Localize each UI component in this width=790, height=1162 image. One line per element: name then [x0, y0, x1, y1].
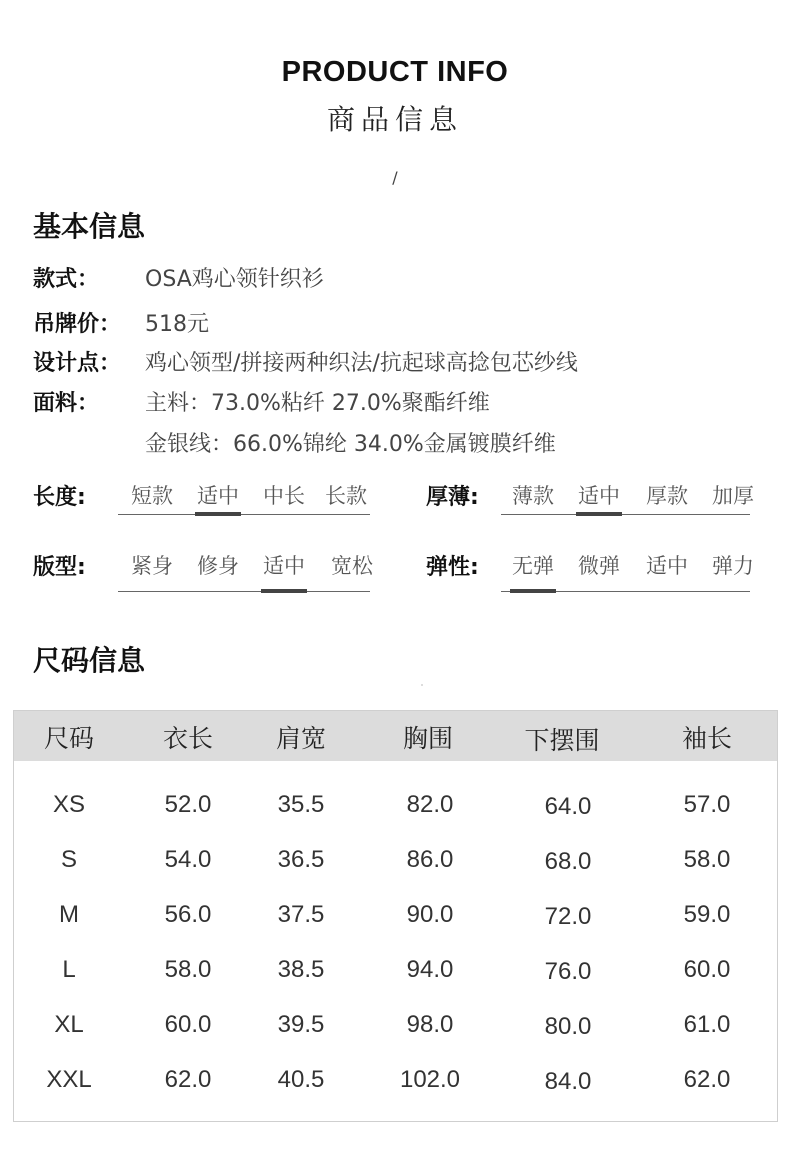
table-cell: 61.0 — [683, 1011, 731, 1038]
info-row-fabric — [33, 384, 490, 418]
table-cell: 76.0 — [544, 958, 592, 985]
info-label: 吊牌价： — [33, 311, 122, 337]
table-cell: 68.0 — [544, 848, 592, 875]
size-table — [13, 710, 778, 1122]
basic-info-heading: 基本信息 — [33, 210, 146, 243]
table-cell: 56.0 — [164, 901, 212, 928]
size-info-heading: 尺码信息 — [33, 644, 146, 677]
table-cell: 82.0 — [406, 791, 454, 818]
info-value: OSA鸡心领针织衫 — [145, 266, 324, 292]
scale-option: 中长 — [263, 484, 305, 508]
info-value: 金银线：66.0%锦纶 34.0%金属镀膜纤维 — [145, 431, 556, 457]
table-cell: 86.0 — [406, 846, 454, 873]
table-cell: 84.0 — [544, 1068, 592, 1095]
scale-label: 长度: — [33, 485, 86, 510]
title-divider: / — [392, 168, 398, 187]
info-label: 款式： — [33, 266, 100, 292]
decorative-dot — [421, 684, 423, 686]
column-header: 胸围 — [402, 724, 453, 753]
table-cell: 80.0 — [544, 1013, 592, 1040]
size-label-cell: M — [59, 901, 79, 928]
size-label-cell: XXL — [46, 1066, 92, 1093]
size-label-cell: XS — [52, 791, 85, 818]
size-label-cell: L — [62, 956, 76, 983]
column-header: 肩宽 — [275, 724, 326, 753]
info-value: 主料：73.0%粘纤 27.0%聚酯纤维 — [145, 390, 490, 416]
size-label-cell: S — [60, 846, 77, 873]
table-cell: 62.0 — [164, 1066, 212, 1093]
table-cell: 60.0 — [683, 956, 731, 983]
scale-option: 无弹 — [512, 554, 554, 578]
scale-track — [118, 591, 370, 592]
table-cell: 40.5 — [277, 1066, 325, 1093]
table-cell: 60.0 — [164, 1011, 212, 1038]
info-row-style — [33, 260, 324, 294]
table-cell: 64.0 — [544, 793, 592, 820]
scale-label: 厚薄: — [426, 485, 479, 510]
column-header: 衣长 — [162, 724, 213, 753]
info-label: 设计点： — [33, 350, 122, 376]
scale-selected-marker — [261, 589, 307, 593]
column-header: 袖长 — [681, 724, 732, 753]
page-title-en: PRODUCT INFO — [281, 56, 509, 88]
table-cell: 37.5 — [277, 901, 325, 928]
size-label-cell: XL — [54, 1011, 84, 1038]
scale-option: 薄款 — [512, 484, 554, 508]
scale-option: 短款 — [131, 484, 173, 508]
table-cell: 94.0 — [406, 956, 454, 983]
table-cell: 59.0 — [683, 901, 731, 928]
table-cell: 58.0 — [683, 846, 731, 873]
table-cell: 72.0 — [544, 903, 592, 930]
scale-selected-marker — [195, 512, 241, 516]
scale-label: 弹性: — [426, 555, 479, 580]
scale-option: 加厚 — [712, 484, 754, 508]
table-cell: 90.0 — [406, 901, 454, 928]
scale-option: 适中 — [646, 554, 688, 578]
table-cell: 57.0 — [683, 791, 731, 818]
column-header: 下摆围 — [524, 726, 600, 755]
scale-track — [118, 514, 370, 515]
table-cell: 52.0 — [164, 791, 212, 818]
info-value: 鸡心领型/拼接两种织法/抗起球高捻包芯纱线 — [145, 350, 578, 376]
scale-option: 紧身 — [131, 554, 173, 578]
table-cell: 58.0 — [164, 956, 212, 983]
table-cell: 36.5 — [277, 846, 325, 873]
table-cell: 54.0 — [164, 846, 212, 873]
column-header: 尺码 — [43, 724, 94, 753]
info-row-price — [33, 305, 209, 339]
scale-option: 厚款 — [646, 484, 688, 508]
scale-label: 版型: — [33, 555, 86, 580]
table-cell: 102.0 — [399, 1066, 461, 1093]
table-cell: 38.5 — [277, 956, 325, 983]
scale-track — [501, 514, 750, 515]
scale-option: 修身 — [197, 554, 239, 578]
page-title-cn: 商品信息 — [326, 103, 463, 136]
scale-selected-marker — [510, 589, 556, 593]
scale-option: 适中 — [263, 554, 305, 578]
size-table-header — [14, 711, 777, 761]
scale-option: 长款 — [325, 484, 367, 508]
scale-selected-marker — [576, 512, 622, 516]
scale-option: 适中 — [197, 484, 239, 508]
scale-option: 适中 — [578, 484, 620, 508]
table-cell: 35.5 — [277, 791, 325, 818]
scale-option: 弹力 — [712, 554, 754, 578]
table-cell: 98.0 — [406, 1011, 454, 1038]
info-value: 518元 — [145, 311, 209, 337]
scale-option: 微弹 — [578, 554, 620, 578]
info-label: 面料： — [33, 390, 100, 416]
table-cell: 39.5 — [277, 1011, 325, 1038]
info-row-design — [33, 344, 578, 378]
info-row-fabric-2 — [33, 425, 556, 459]
scale-option: 宽松 — [331, 554, 373, 578]
table-cell: 62.0 — [683, 1066, 731, 1093]
